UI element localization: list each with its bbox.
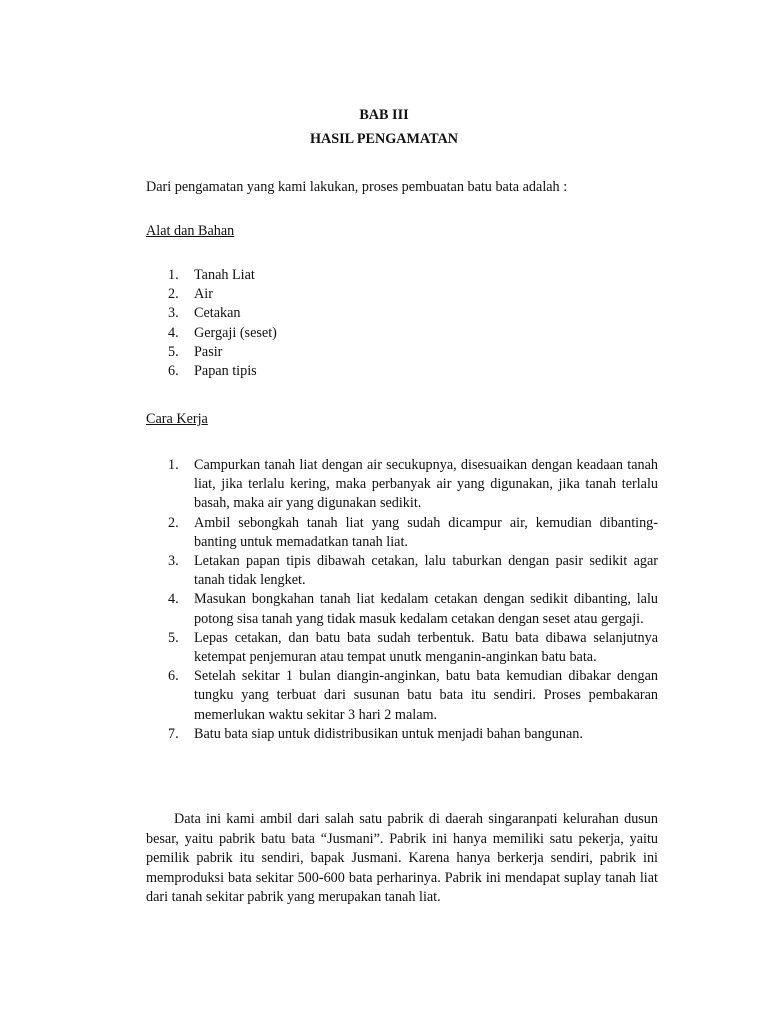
list-item-number: 1.	[168, 267, 179, 283]
list-item-text: Batu bata siap untuk didistribusikan untuk menjadi bahan bangunan.	[194, 725, 583, 742]
list-item-text: Masukan bongkahan tanah liat kedalam cetakan dengan sedikit dibanting, lalu potong sisa tanah yang tidak masuk kedalam cetakan dengan seset atau gergaji.	[194, 591, 658, 627]
list-item	[168, 590, 658, 628]
page-title: HASIL PENGAMATAN	[309, 131, 459, 147]
list-item	[168, 285, 658, 304]
list-item	[168, 362, 658, 381]
list-item-text: Setelah sekitar 1 bulan diangin-anginkan, batu bata kemudian dibakar dengan tungku yang terbuat dari susunan batu bata itu sendiri. Proses pembakaran memerlukan waktu sekitar 3 hari 2 malam.	[194, 668, 658, 723]
list-item	[168, 552, 658, 590]
list-item-number: 5.	[168, 343, 179, 360]
list-item	[168, 725, 658, 744]
list-item-number: 7.	[168, 725, 179, 742]
list-item-text: Gergaji (seset)	[194, 324, 277, 341]
list-item-text: Papan tipis	[194, 363, 257, 380]
steps-heading: Cara Kerja	[146, 411, 208, 427]
list-item	[168, 324, 658, 343]
intro-text: Dari pengamatan yang kami lakukan, proses pembuatan batu bata adalah :	[146, 179, 568, 195]
list-item-text: Air	[194, 286, 213, 303]
list-item-number: 4.	[168, 591, 179, 608]
list-item-text: Letakan papan tipis dibawah cetakan, lalu taburkan dengan pasir sedikit agar tanah tidak lengket.	[194, 553, 658, 589]
list-item-text: Lepas cetakan, dan batu bata sudah terbentuk. Batu bata dibawa selanjutnya ketempat penjemuran atau tempat unutk menganin-anginkan batu bata.	[194, 629, 658, 666]
list-item-text: Tanah Liat	[194, 267, 255, 283]
list-item-number: 2.	[168, 286, 179, 303]
list-item-number: 1.	[168, 457, 179, 473]
list-item-text: Pasir	[194, 343, 223, 360]
list-item-number: 4.	[168, 324, 179, 341]
chapter-heading: BAB III	[359, 107, 409, 123]
list-item-number: 6.	[168, 668, 179, 685]
list-item	[168, 456, 658, 514]
list-item-number: 2.	[168, 514, 179, 531]
list-item-text: Ambil sebongkah tanah liat yang sudah dicampur air, kemudian dibanting-banting untuk memadatkan tanah liat.	[194, 514, 658, 550]
list-item-number: 3.	[168, 553, 179, 570]
list-item	[168, 266, 658, 285]
list-item	[168, 514, 658, 552]
list-item	[168, 304, 658, 323]
list-item-number: 5.	[168, 629, 179, 646]
materials-list	[168, 266, 658, 381]
list-item-number: 3.	[168, 305, 179, 322]
materials-heading: Alat dan Bahan	[146, 223, 235, 239]
list-item-number: 6.	[168, 363, 179, 380]
list-item-text: Campurkan tanah liat dengan air secukupnya, disesuaikan dengan keadaan tanah liat, jika terlalu kering, maka perbanyak air yang digunakan, jika tanah terlalu basah, maka air yang digunakan sedikit.	[194, 457, 658, 512]
list-item	[168, 343, 658, 362]
body-paragraph: Data ini kami ambil dari salah satu pabrik di daerah singaranpati kelurahan dusun besar, yaitu pabrik batu bata “Jusmani”. Pabrik ini hanya memiliki satu pekerja, yaitu pemilik pabrik itu sendiri, bapak Jusmani. Karena hanya berkerja sendiri, pabrik ini memproduksi bata sekitar 500-600 bata perharinya. Pabrik ini mendapat suplay tanah liat dari tanah sekitar pabrik yang merupakan tanah liat.	[146, 811, 658, 906]
list-item-text: Cetakan	[194, 305, 241, 322]
list-item	[168, 667, 658, 725]
list-item	[168, 629, 658, 667]
steps-list	[168, 456, 658, 744]
